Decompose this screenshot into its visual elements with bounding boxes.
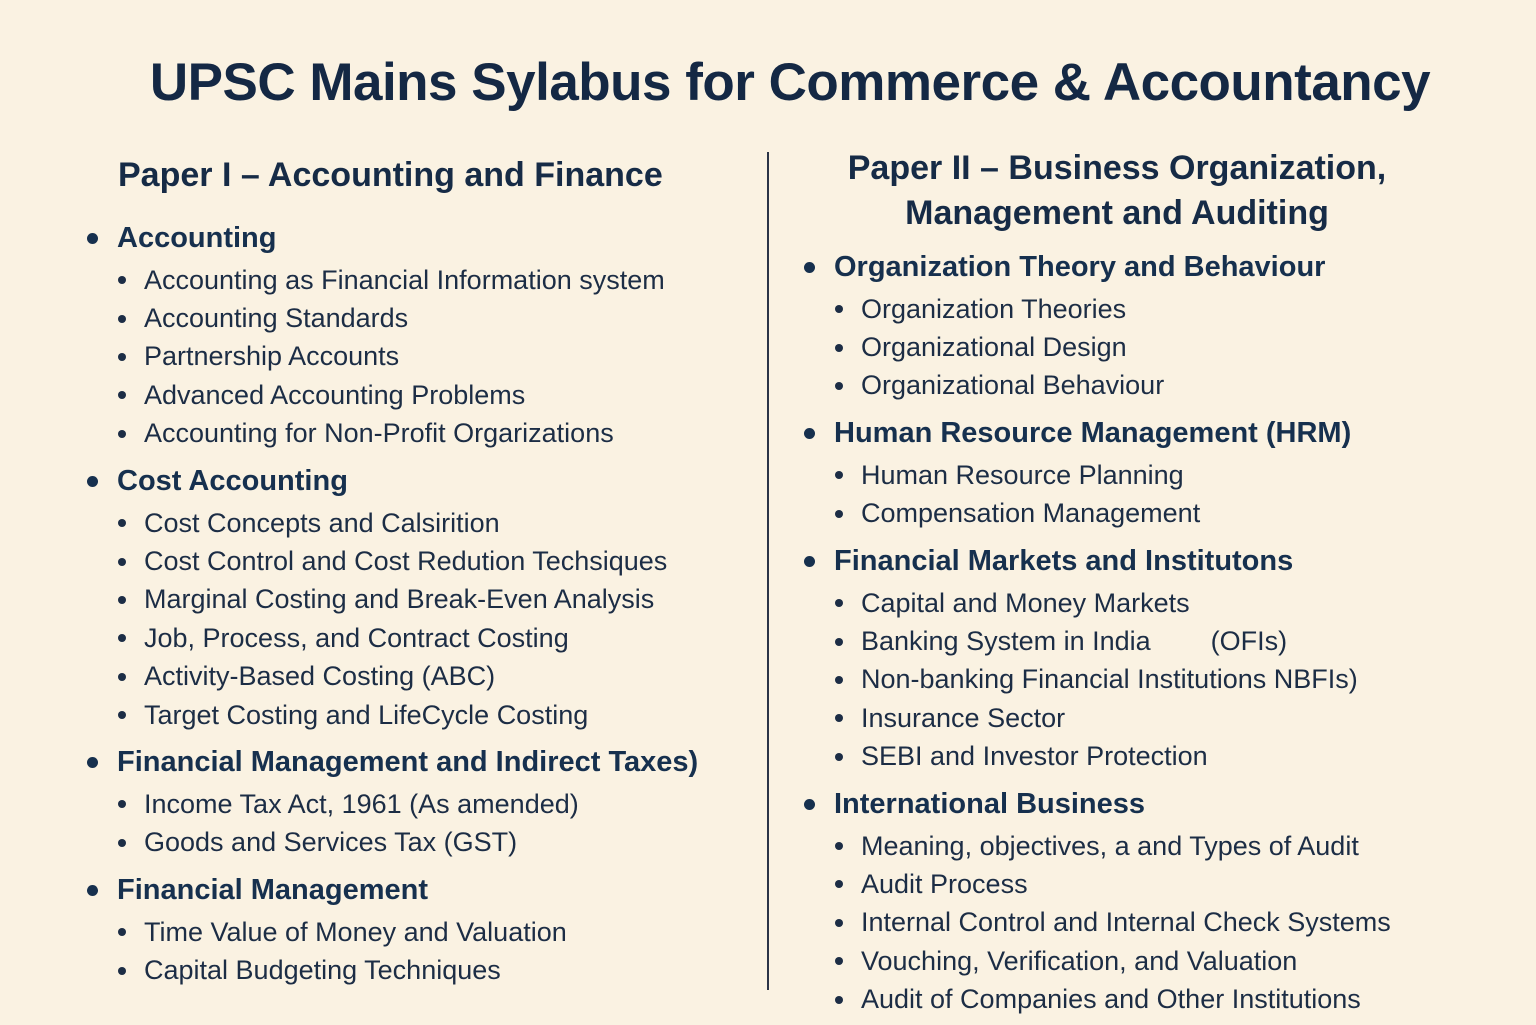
- bullet-icon: [835, 919, 843, 927]
- list-item-text: Capital and Money Markets: [861, 587, 1190, 618]
- list-item: [835, 584, 1501, 622]
- list-item: [118, 785, 754, 823]
- list-item: [835, 495, 1501, 533]
- list-item-text: Advanced Accounting Problems: [144, 379, 526, 410]
- list-item-text: Non-banking Financial Institutions NBFIs): [861, 664, 1358, 695]
- section-title: [84, 216, 754, 261]
- list-item-text: Audit of Companies and Other Institutions: [861, 984, 1361, 1015]
- bullet-icon: [118, 353, 126, 361]
- list-item-text: Capital Budgeting Techniques: [144, 955, 501, 986]
- section-title-text: Financial Management and Indirect Taxes): [117, 746, 699, 779]
- item-list: [84, 504, 754, 734]
- list-item: [835, 738, 1501, 776]
- paper-1-column: [84, 153, 754, 996]
- list-item-text: Compensation Management: [861, 498, 1201, 529]
- list-item: [835, 699, 1501, 737]
- section-title: [84, 740, 754, 785]
- list-item-text: Organizational Design: [861, 332, 1127, 363]
- list-item-text: Banking System in India (OFIs): [861, 626, 1288, 657]
- section-title-text: Accounting: [117, 222, 277, 254]
- bullet-icon: [835, 996, 843, 1004]
- list-item-text: Vouching, Verification, and Valuation: [861, 945, 1298, 976]
- bullet-icon: [118, 711, 126, 719]
- list-item: [835, 622, 1501, 660]
- bullet-icon: [118, 315, 126, 323]
- list-item: [118, 542, 754, 580]
- list-item-text: Goods and Services Tax (GST): [144, 827, 518, 858]
- list-item-text: Activity-Based Costing (ABC): [144, 661, 496, 692]
- paper-2-column: [801, 146, 1501, 1025]
- item-list: [84, 261, 754, 453]
- bullet-icon: [835, 382, 843, 390]
- paper-2-title-line-2: Management and Auditing: [905, 194, 1329, 232]
- bullet-icon: [118, 673, 126, 681]
- list-item-text: Income Tax Act, 1961 (As amended): [144, 788, 579, 819]
- section-cost-accounting: [84, 459, 754, 734]
- bullet-icon: [118, 928, 126, 936]
- page-title: UPSC Mains Sylabus for Commerce & Accountancy: [149, 53, 1431, 112]
- list-item: [118, 658, 754, 696]
- section-title-text: Human Resource Management (HRM): [834, 417, 1352, 450]
- list-item-text: Accounting as Financial Information system: [144, 264, 665, 295]
- bullet-icon: [87, 885, 98, 896]
- bullet-icon: [804, 556, 815, 567]
- section-financial-management-indirect-taxes: [84, 740, 754, 862]
- bullet-icon: [835, 676, 843, 684]
- bullet-icon: [804, 799, 815, 810]
- bullet-icon: [835, 957, 843, 965]
- section-title-text: International Business: [834, 787, 1146, 820]
- bullet-icon: [835, 714, 843, 722]
- list-item: [835, 456, 1501, 494]
- list-item: [118, 619, 754, 657]
- paper-2-title: [793, 146, 1441, 236]
- list-item: [118, 504, 754, 542]
- bullet-icon: [118, 558, 126, 566]
- bullet-icon: [835, 599, 843, 607]
- list-item-text: Time Value of Money and Valuation: [144, 916, 567, 947]
- section-title: [84, 868, 754, 913]
- list-item-text: Target Costing and LifeCycle Costing: [144, 699, 589, 730]
- bullet-icon: [835, 638, 843, 646]
- list-item-text: Organization Theories: [861, 293, 1127, 324]
- list-item-text: Meaning, objectives, a and Types of Audit: [861, 830, 1359, 861]
- list-item-text: Human Resource Planning: [861, 459, 1184, 490]
- list-item-text: Cost Control and Cost Redution Techsiques: [144, 546, 668, 577]
- list-item: [118, 581, 754, 619]
- bullet-icon: [118, 839, 126, 847]
- bullet-icon: [87, 757, 98, 768]
- item-list: [801, 290, 1501, 405]
- list-item: [835, 942, 1501, 980]
- bullet-icon: [835, 471, 843, 479]
- item-list: [801, 584, 1501, 776]
- section-financial-management: [84, 868, 754, 990]
- list-item: [118, 261, 754, 299]
- list-item: [835, 904, 1501, 942]
- section-title: [801, 782, 1501, 827]
- bullet-icon: [118, 800, 126, 808]
- item-list: [84, 785, 754, 862]
- bullet-icon: [118, 276, 126, 284]
- section-title: [801, 539, 1501, 584]
- column-divider: [767, 152, 769, 990]
- bullet-icon: [835, 344, 843, 352]
- list-item: [118, 338, 754, 376]
- section-title-text: Organization Theory and Behaviour: [834, 251, 1326, 283]
- list-item-text: Cost Concepts and Calsirition: [144, 507, 500, 538]
- list-item: [118, 299, 754, 337]
- list-item-text: SEBI and Investor Protection: [861, 741, 1208, 772]
- bullet-icon: [118, 634, 126, 642]
- list-item: [835, 290, 1501, 328]
- list-item-text: Partnership Accounts: [144, 341, 400, 372]
- bullet-icon: [87, 233, 98, 244]
- section-title: [801, 411, 1501, 456]
- section-financial-markets: [801, 539, 1501, 776]
- section-organization-theory: [801, 245, 1501, 405]
- list-item-text: Job, Process, and Contract Costing: [144, 622, 569, 653]
- list-item: [118, 824, 754, 862]
- bullet-icon: [118, 519, 126, 527]
- section-title-text: Cost Accounting: [117, 464, 348, 497]
- list-item-text: Organizational Behaviour: [861, 370, 1165, 401]
- list-item: [835, 980, 1501, 1018]
- list-item-text: Marginal Costing and Break-Even Analysis: [144, 584, 655, 615]
- list-item: [118, 696, 754, 734]
- bullet-icon: [118, 596, 126, 604]
- bullet-icon: [118, 967, 126, 975]
- bullet-icon: [804, 428, 815, 439]
- bullet-icon: [118, 391, 126, 399]
- list-item: [118, 913, 754, 951]
- item-list: [801, 827, 1501, 1019]
- list-item-text: Internal Control and Internal Check Systems: [861, 907, 1391, 938]
- bullet-icon: [835, 305, 843, 313]
- section-title-text: Financial Markets and Institutons: [834, 544, 1294, 577]
- list-item: [835, 328, 1501, 366]
- list-item: [118, 951, 754, 989]
- bullet-icon: [804, 262, 815, 273]
- list-item: [835, 865, 1501, 903]
- item-list: [84, 913, 754, 990]
- bullet-icon: [118, 430, 126, 438]
- list-item-text: Accounting for Non-Profit Orgarizations: [144, 418, 614, 449]
- bullet-icon: [835, 753, 843, 761]
- list-item: [835, 661, 1501, 699]
- item-list: [801, 456, 1501, 533]
- paper-2-title-line-1: Paper II – Business Organization,: [847, 149, 1387, 187]
- section-title: [84, 459, 754, 504]
- section-international-business: [801, 782, 1501, 1019]
- list-item-text: Accounting Standards: [144, 303, 409, 334]
- bullet-icon: [87, 476, 98, 487]
- bullet-icon: [835, 880, 843, 888]
- section-accounting: [84, 216, 754, 453]
- list-item-text: Audit Process: [861, 868, 1028, 899]
- bullet-icon: [835, 510, 843, 518]
- section-human-resource-management: [801, 411, 1501, 533]
- list-item: [118, 415, 754, 453]
- list-item: [835, 827, 1501, 865]
- list-item: [118, 376, 754, 414]
- paper-1-title: Paper I – Accounting and Finance: [118, 156, 663, 194]
- section-title-text: Financial Management: [117, 874, 429, 907]
- section-title: [801, 245, 1501, 290]
- bullet-icon: [835, 842, 843, 850]
- list-item-text: Insurance Sector: [861, 702, 1066, 733]
- list-item: [835, 367, 1501, 405]
